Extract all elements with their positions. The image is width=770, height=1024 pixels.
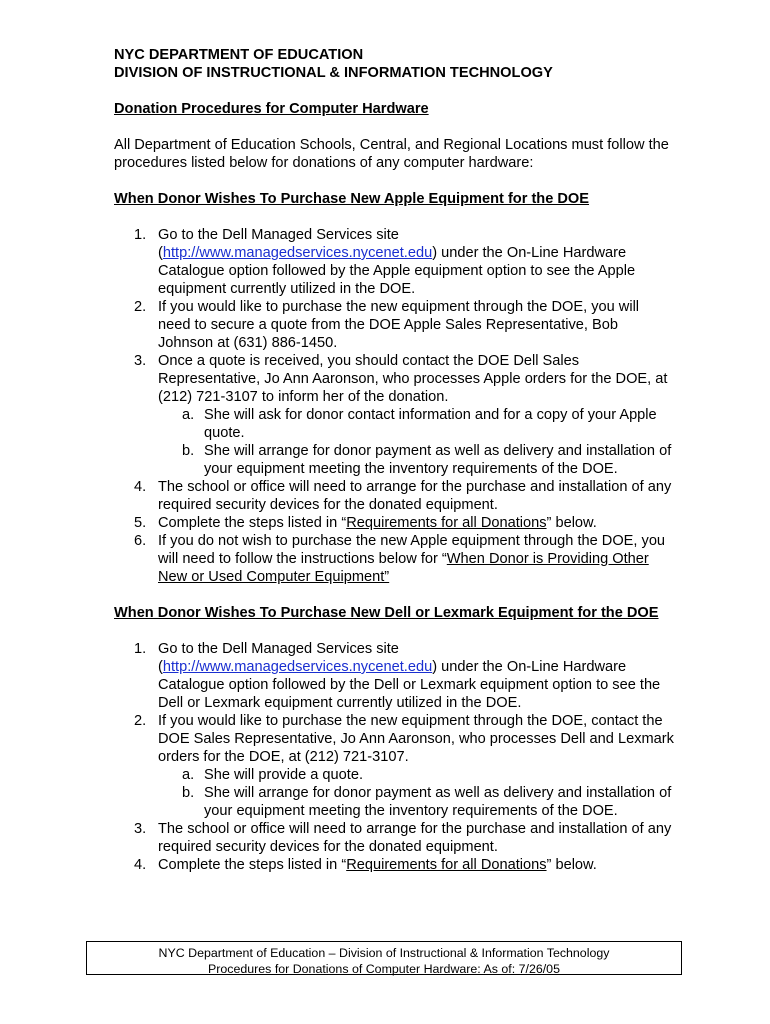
step-number: 3. (134, 353, 147, 369)
step-text: If you would like to purchase the new equipment through the DOE, you will need to secure a quote from the DOE Apple Sales Representative, Bob Johnson at (631) 886-1450. (158, 299, 640, 351)
step-text: ” below. (546, 515, 597, 531)
list-item (158, 784, 674, 820)
step-text: Complete the steps listed in “ (158, 857, 347, 873)
step-text: The school or office will need to arrange for the purchase and installation of any required security devices for the donated equipment. (158, 821, 672, 855)
intro-paragraph: All Department of Education Schools, Central, and Regional Locations must follow the procedures listed below for donations of any computer hardware: (114, 137, 669, 171)
document-page (114, 46, 674, 874)
sub-step-letter: b. (182, 785, 195, 801)
footer-line-2: Procedures for Donations of Computer Hardware: As of: 7/26/05 (208, 962, 560, 976)
list-item (114, 352, 674, 478)
step-text: If you would like to purchase the new equipment through the DOE, contact the DOE Sales Representative, Jo Ann Aaronson, who processes Dell and Lexmark orders for the DOE, at (212) 721-3107. (158, 713, 674, 765)
sub-step-letter: a. (182, 767, 195, 783)
step-text: ) under the On-Line Hardware Catalogue option followed by the Dell or Lexmark equipment option to see the Dell or Lexmark equipment currently utilized in the DOE. (158, 659, 661, 711)
dell-steps-list (114, 640, 674, 874)
sub-step-text: She will arrange for donor payment as well as delivery and installation of your equipment meeting the inventory requirements of the DOE. (204, 443, 672, 477)
step-number: 4. (134, 857, 147, 873)
requirements-reference: Requirements for all Donations (346, 857, 547, 873)
list-item (114, 226, 674, 298)
step-number: 1. (134, 641, 147, 657)
step-number: 2. (134, 713, 147, 729)
dell-section-heading: When Donor Wishes To Purchase New Dell or Lexmark Equipment for the DOE (114, 605, 659, 621)
other-equipment-reference: When Donor is Providing Other New or Used Computer Equipment” (158, 551, 649, 585)
managed-services-link[interactable]: http://www.managedservices.nycenet.edu (162, 659, 433, 675)
step-number: 2. (134, 299, 147, 315)
sub-step-text: She will ask for donor contact information and for a copy of your Apple quote. (204, 407, 657, 441)
sub-steps-list (158, 406, 674, 478)
managed-services-link[interactable]: http://www.managedservices.nycenet.edu (162, 245, 433, 261)
step-text: ) under the On-Line Hardware Catalogue option followed by the Apple equipment option to see the Apple equipment currently utilized in the DOE. (158, 245, 636, 297)
list-item (114, 640, 674, 712)
apple-section-heading: When Donor Wishes To Purchase New Apple Equipment for the DOE (114, 191, 590, 207)
list-item (114, 478, 674, 514)
requirements-reference: Requirements for all Donations (346, 515, 547, 531)
sub-step-text: She will arrange for donor payment as well as delivery and installation of your equipment meeting the inventory requirements of the DOE. (204, 785, 672, 819)
footer-line-1: NYC Department of Education – Division of Instructional & Information Technology (158, 946, 610, 960)
step-text: ” below. (546, 857, 597, 873)
step-text: If you do not wish to purchase the new Apple equipment through the DOE, you will need to follow the instructions below for “ (158, 533, 666, 567)
step-text: Go to the Dell Managed Services site ( (158, 641, 399, 675)
sub-step-letter: b. (182, 443, 195, 459)
apple-steps-list (114, 226, 674, 586)
list-item (114, 712, 674, 820)
list-item (114, 820, 674, 856)
sub-steps-list (158, 766, 674, 820)
step-number: 3. (134, 821, 147, 837)
step-number: 1. (134, 227, 147, 243)
step-number: 6. (134, 533, 147, 549)
page-footer (86, 941, 682, 975)
org-name: NYC DEPARTMENT OF EDUCATION (114, 47, 364, 63)
step-text: Complete the steps listed in “ (158, 515, 347, 531)
list-item (114, 298, 674, 352)
step-text: Once a quote is received, you should contact the DOE Dell Sales Representative, Jo Ann Aaronson, who processes Apple orders for the DOE, at (212) 721-3107 to inform her of the donation. (158, 353, 668, 405)
step-number: 4. (134, 479, 147, 495)
list-item (158, 406, 674, 442)
list-item (158, 766, 674, 784)
step-text: The school or office will need to arrange for the purchase and installation of any required security devices for the donated equipment. (158, 479, 672, 513)
sub-step-text: She will provide a quote. (204, 767, 364, 783)
division-name: DIVISION OF INSTRUCTIONAL & INFORMATION TECHNOLOGY (114, 65, 553, 81)
step-number: 5. (134, 515, 147, 531)
sub-step-letter: a. (182, 407, 195, 423)
list-item (114, 856, 674, 874)
list-item (114, 514, 674, 532)
document-title: Donation Procedures for Computer Hardware (114, 101, 429, 117)
list-item (114, 532, 674, 586)
list-item (158, 442, 674, 478)
step-text: Go to the Dell Managed Services site ( (158, 227, 399, 261)
